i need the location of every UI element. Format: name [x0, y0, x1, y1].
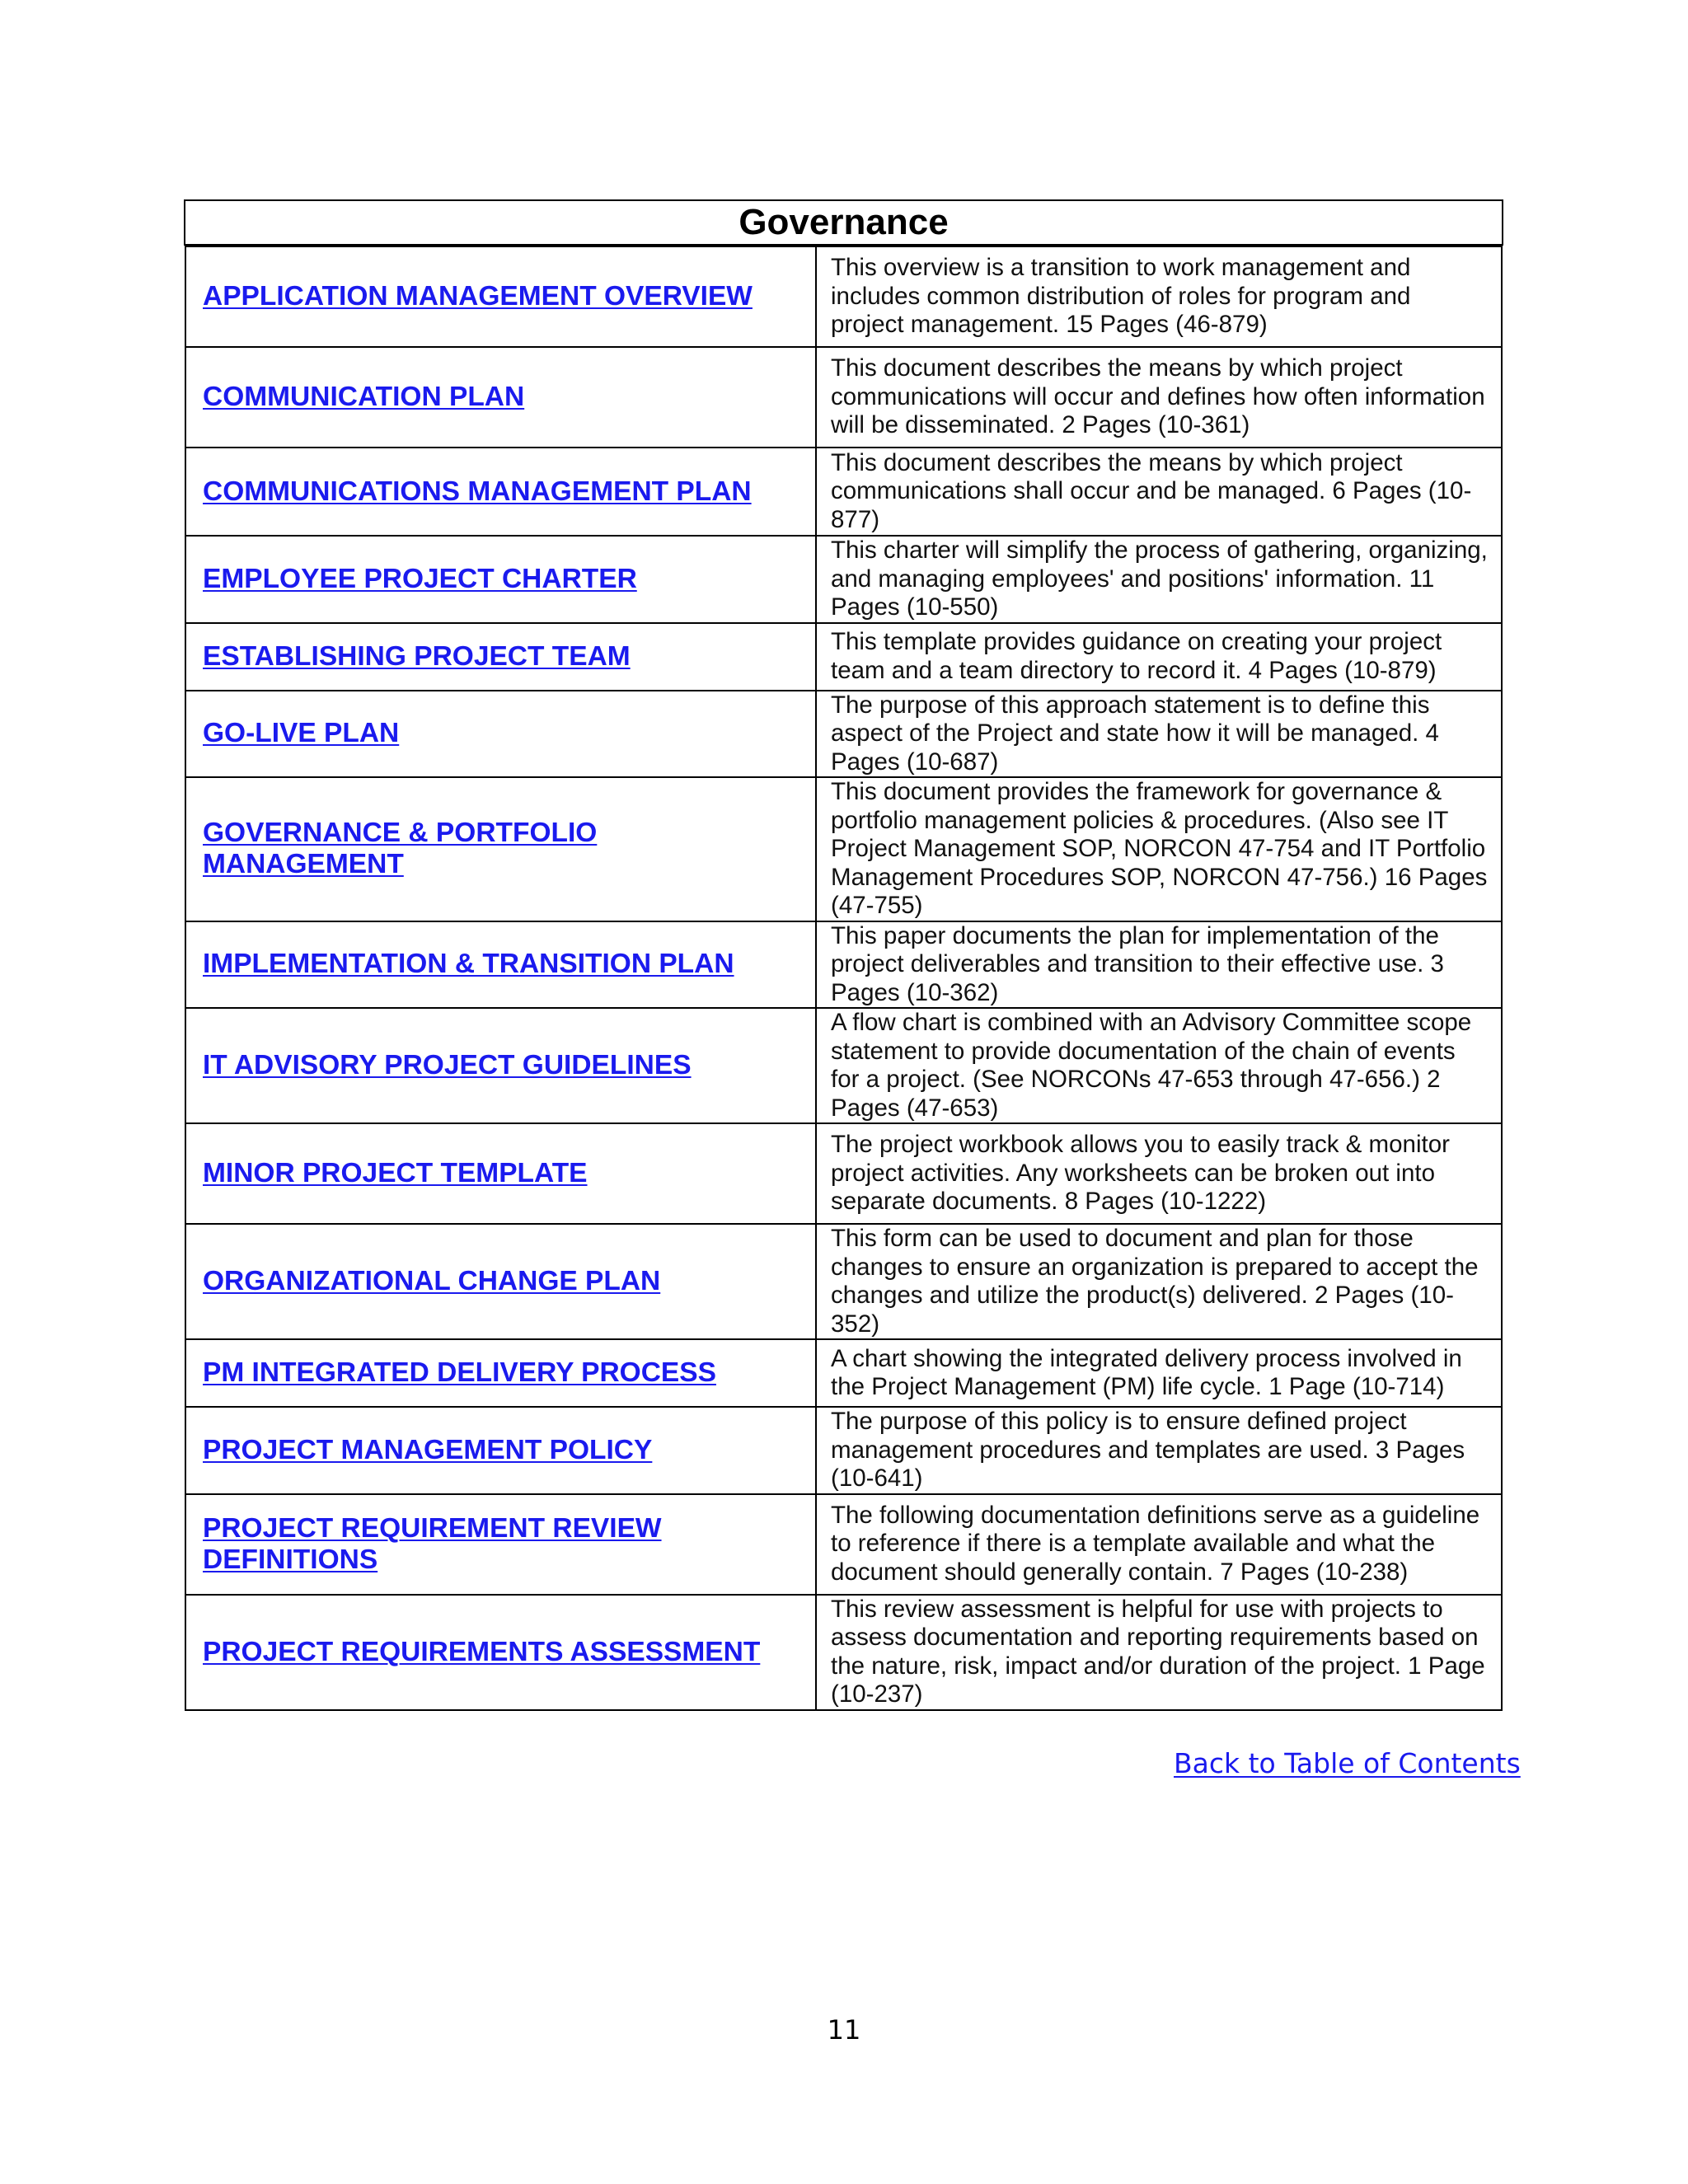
- document-description: The purpose of this approach statement is to define this aspect of the Project and state how it will be managed. 4 Pages (10-687): [831, 691, 1439, 776]
- document-description-cell: [816, 536, 1502, 623]
- table-row: [185, 921, 1502, 1009]
- table-row: [185, 536, 1502, 623]
- document-description: This charter will simplify the process of gathering, organizing, and managing employees' and positions' information. 11 Pages (10-550): [831, 537, 1488, 621]
- document-description: This form can be used to document and plan for those changes to ensure an organization is prepared to accept the changes and utilize the product(s) delivered. 2 Pages (10-352): [831, 1225, 1479, 1338]
- document-description: The following documentation definitions serve as a guideline to reference if there is a template available and what the document should generally contain. 7 Pages (10-238): [831, 1501, 1480, 1586]
- document-link[interactable]: ORGANIZATIONAL CHANGE PLAN: [203, 1266, 661, 1296]
- document-title-cell: [185, 1224, 816, 1339]
- document-description: This document provides the framework for governance & portfolio management policies & procedures. (Also see IT Project Management SOP, NORCON 47-754 and IT Portfolio Management Procedures SOP, NORCON 47-756.) 16 Pages (47-755): [831, 778, 1488, 919]
- document-title-cell: [185, 246, 816, 347]
- document-link[interactable]: APPLICATION MANAGEMENT OVERVIEW: [203, 281, 753, 312]
- document-description-cell: [816, 246, 1502, 347]
- document-description-cell: [816, 347, 1502, 448]
- document-title-cell: [185, 347, 816, 448]
- document-title-cell: [185, 1008, 816, 1123]
- document-link[interactable]: PROJECT REQUIREMENTS ASSESSMENT: [203, 1636, 761, 1667]
- page-number: 11: [827, 2014, 861, 2046]
- table-row: [185, 691, 1502, 778]
- document-description: This paper documents the plan for implementation of the project deliverables and transition to their effective use. 3 Pages (10-362): [831, 921, 1444, 1006]
- table-row: [185, 1494, 1502, 1595]
- document-link[interactable]: ESTABLISHING PROJECT TEAM: [203, 640, 631, 672]
- document-title-cell: [185, 1407, 816, 1494]
- document-description: This overview is a transition to work management and includes common distribution of roles for program and project management. 15 Pages (46-879): [831, 254, 1411, 339]
- document-title-cell: [185, 1595, 816, 1710]
- document-description: The project workbook allows you to easily track & monitor project activities. Any worksheets can be broken out into separate documents. 8 Pages (10-1222): [831, 1131, 1450, 1216]
- document-description-cell: [816, 1339, 1502, 1407]
- section-title: Governance: [184, 199, 1503, 246]
- table-row: [185, 623, 1502, 691]
- table-row: [185, 1339, 1502, 1407]
- table-row: [185, 246, 1502, 347]
- document-description: This review assessment is helpful for use with projects to assess documentation and reporting requirements based on the nature, risk, impact and/or duration of the project. 1 Page (10-237): [831, 1595, 1485, 1708]
- document-link[interactable]: GOVERNANCE & PORTFOLIO MANAGEMENT: [203, 818, 598, 880]
- document-description-cell: [816, 448, 1502, 536]
- document-description-cell: [816, 921, 1502, 1009]
- document-title-cell: [185, 691, 816, 778]
- document-link[interactable]: IMPLEMENTATION & TRANSITION PLAN: [203, 949, 734, 980]
- document-link[interactable]: IT ADVISORY PROJECT GUIDELINES: [203, 1050, 692, 1080]
- document-description: A chart showing the integrated delivery process involved in the Project Management (PM) life cycle. 1 Page (10-714): [831, 1344, 1462, 1400]
- document-description-cell: [816, 1123, 1502, 1224]
- document-description-cell: [816, 1494, 1502, 1595]
- table-row: [185, 347, 1502, 448]
- document-link[interactable]: GO-LIVE PLAN: [203, 718, 400, 749]
- document-description: This document describes the means by which project communications shall occur and be managed. 6 Pages (10-877): [831, 448, 1472, 533]
- document-link[interactable]: MINOR PROJECT TEMPLATE: [203, 1158, 588, 1188]
- document-title-cell: [185, 1339, 816, 1407]
- document-description-cell: [816, 1407, 1502, 1494]
- document-description: This document describes the means by which project communications will occur and defines how often information will be disseminated. 2 Pages (10-361): [831, 354, 1485, 439]
- back-to-toc-link[interactable]: Back to Table of Contents: [1174, 1747, 1521, 1779]
- document-title-cell: [185, 1123, 816, 1224]
- document-link[interactable]: PROJECT MANAGEMENT POLICY: [203, 1434, 653, 1465]
- table-row: [185, 1008, 1502, 1123]
- document-description-cell: [816, 691, 1502, 778]
- document-description-cell: [816, 623, 1502, 691]
- governance-table-body: [185, 246, 1502, 1710]
- governance-table: [185, 246, 1503, 1711]
- document-description: The purpose of this policy is to ensure defined project management procedures and templates are used. 3 Pages (10-641): [831, 1408, 1465, 1492]
- document-title-cell: [185, 921, 816, 1009]
- table-row: [185, 448, 1502, 536]
- document-link[interactable]: COMMUNICATION PLAN: [203, 382, 525, 412]
- document-link[interactable]: PROJECT REQUIREMENT REVIEW DEFINITIONS: [203, 1512, 662, 1575]
- table-row: [185, 1407, 1502, 1494]
- document-description-cell: [816, 777, 1502, 921]
- document-description-cell: [816, 1224, 1502, 1339]
- document-title-cell: [185, 777, 816, 921]
- document-description-cell: [816, 1008, 1502, 1123]
- document-link[interactable]: PM INTEGRATED DELIVERY PROCESS: [203, 1357, 716, 1388]
- document-link[interactable]: EMPLOYEE PROJECT CHARTER: [203, 563, 637, 594]
- document-description-cell: [816, 1595, 1502, 1710]
- table-row: [185, 1595, 1502, 1710]
- table-row: [185, 1224, 1502, 1339]
- table-row: [185, 1123, 1502, 1224]
- document-link[interactable]: COMMUNICATIONS MANAGEMENT PLAN: [203, 476, 752, 507]
- document-title-cell: [185, 1494, 816, 1595]
- document-title-cell: [185, 536, 816, 623]
- document-description: A flow chart is combined with an Advisory Committee scope statement to provide documentation of the chain of events for a project. (See NORCONs 47-653 through 47-656.) 2 Pages (47-653): [831, 1009, 1472, 1122]
- document-title-cell: [185, 623, 816, 691]
- table-row: [185, 777, 1502, 921]
- document-description: This template provides guidance on creating your project team and a team directory to record it. 4 Pages (10-879): [831, 628, 1442, 684]
- document-title-cell: [185, 448, 816, 536]
